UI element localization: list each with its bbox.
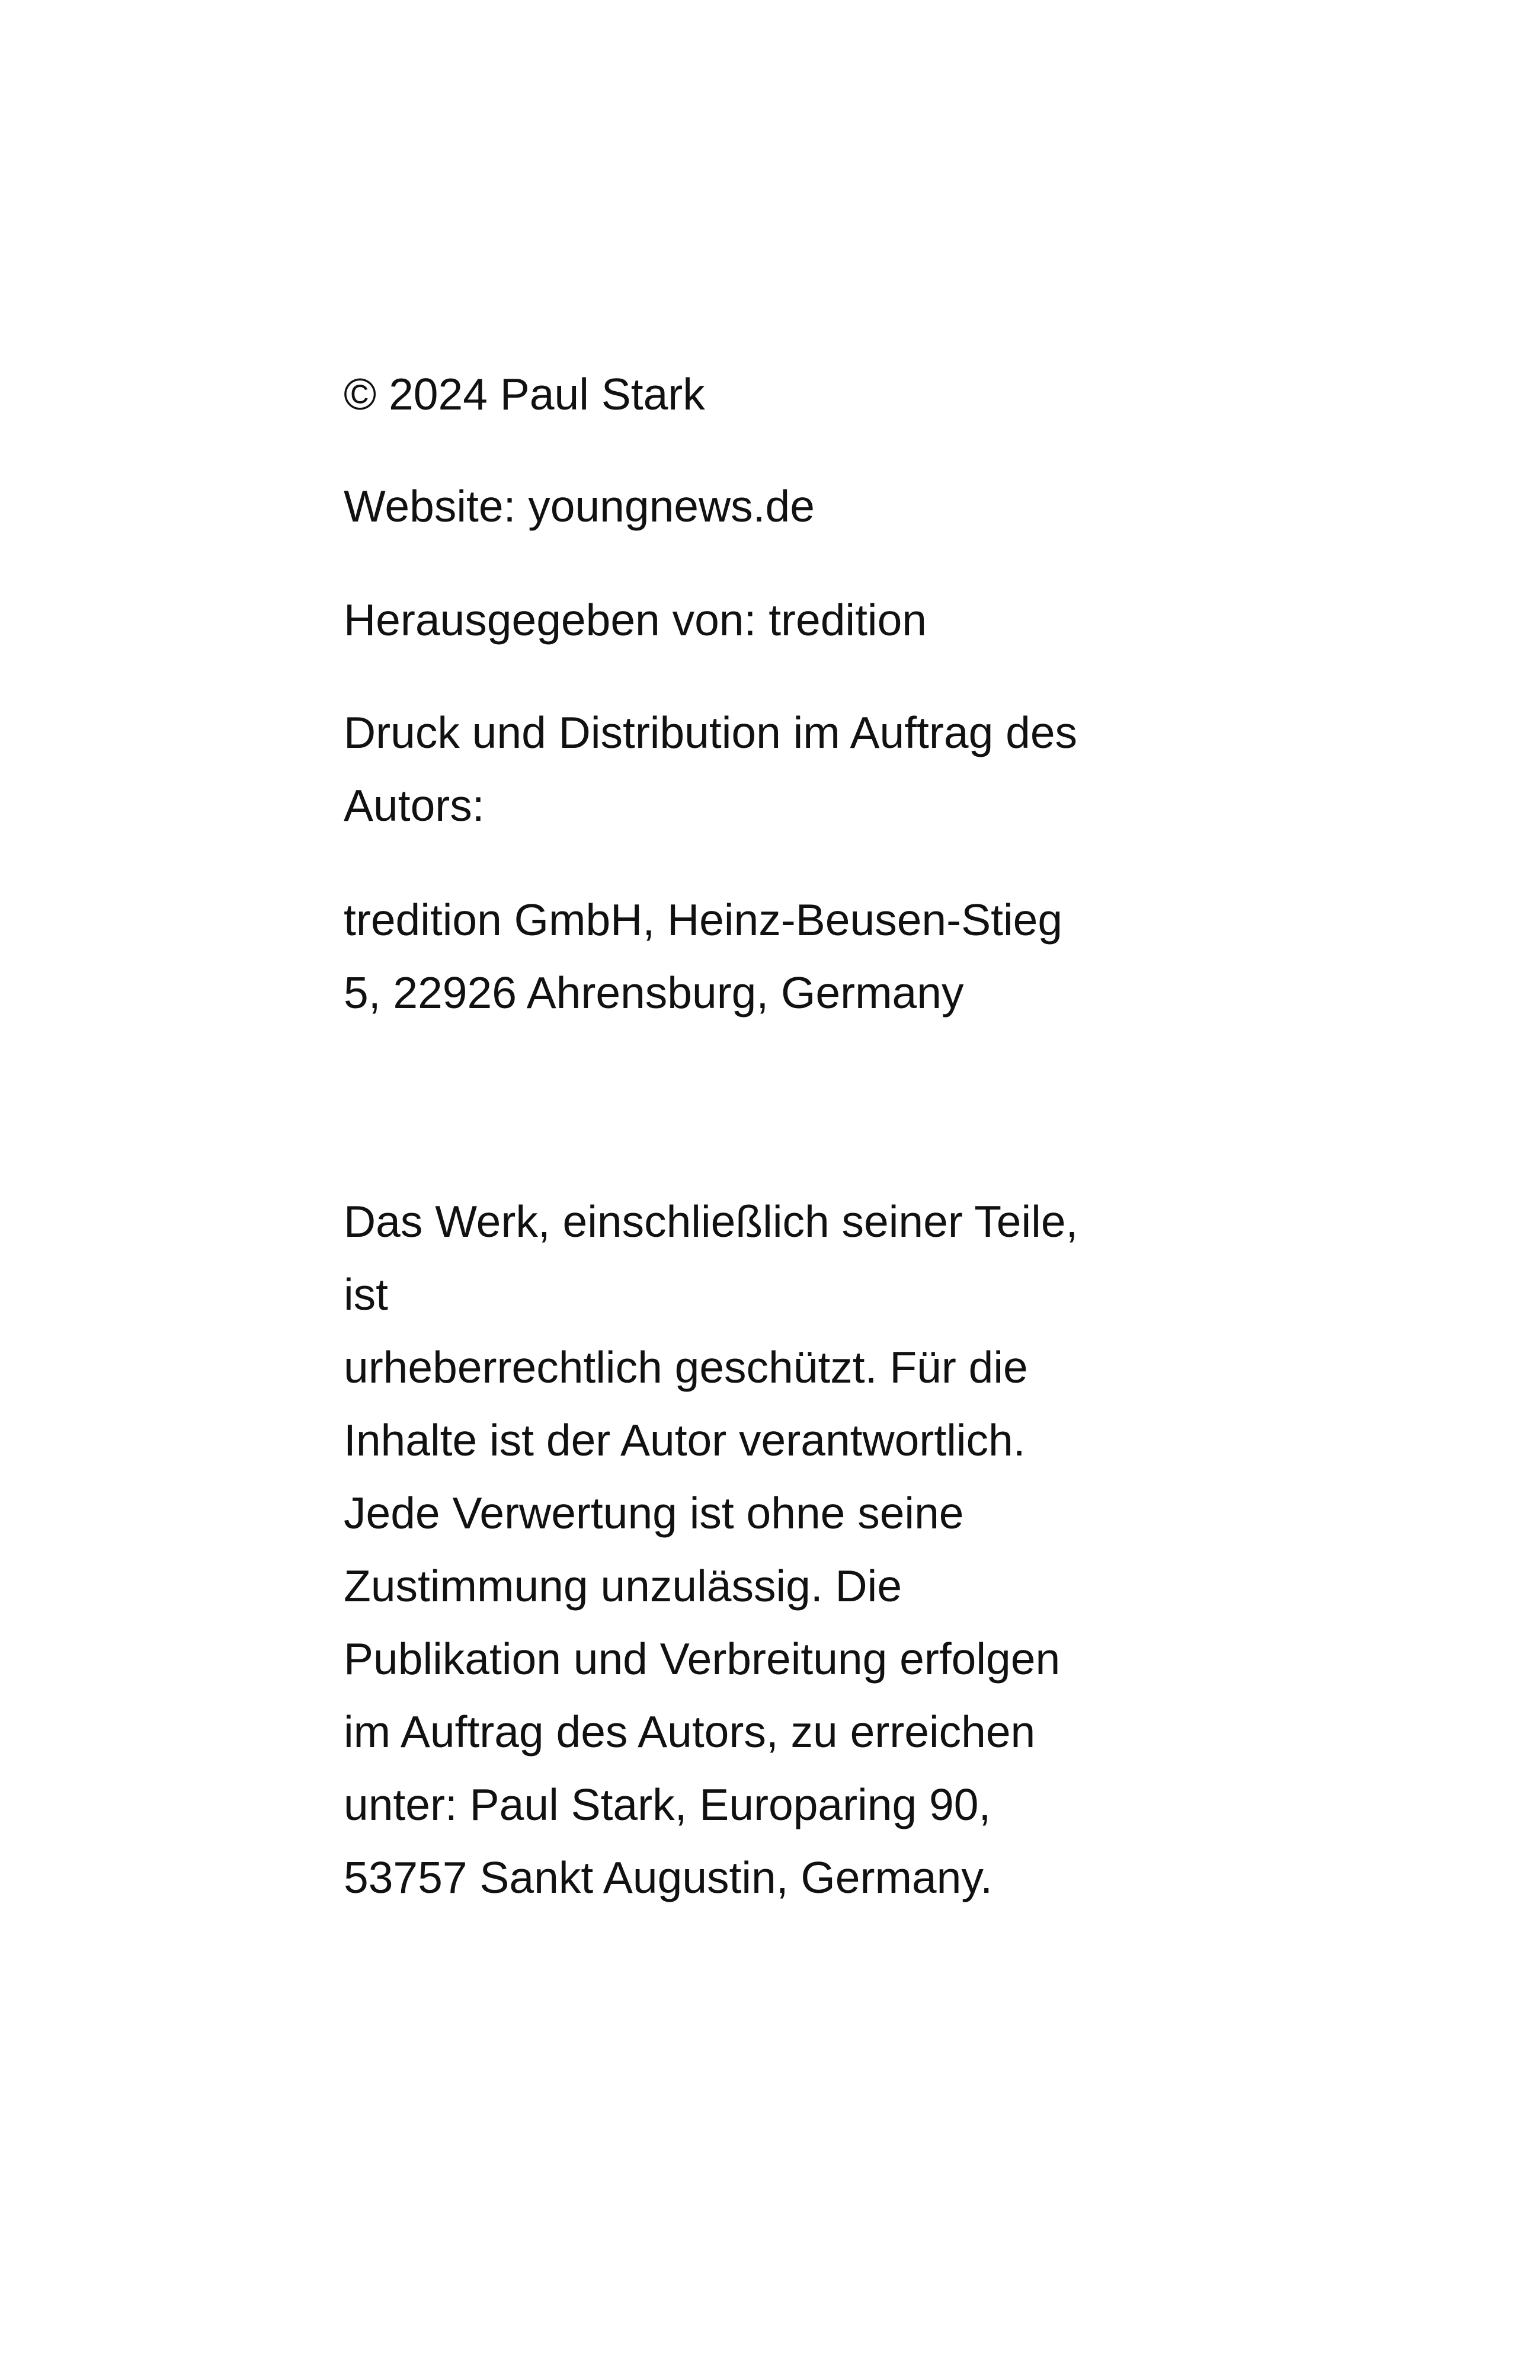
notice-line: Inhalte ist der Autor verantwortlich. (344, 1415, 1026, 1465)
notice-line: Publikation und Verbreitung erfolgen (344, 1634, 1061, 1684)
notice-line: Jede Verwertung ist ohne seine (344, 1488, 964, 1538)
address-line: tredition GmbH, Heinz-Beusen-Stieg (344, 895, 1063, 945)
distribution-block (344, 696, 1209, 842)
notice-line: ist (344, 1269, 388, 1319)
notice-line: urheberrechtlich geschützt. Für die (344, 1342, 1028, 1392)
distribution-line: Druck und Distribution im Auftrag des (344, 708, 1078, 757)
copyright-notice-block (344, 1185, 1209, 1914)
distribution-line: Autors: (344, 780, 485, 830)
website-text: Website: youngnews.de (344, 481, 815, 531)
notice-line: im Auftrag des Autors, zu erreichen (344, 1707, 1036, 1757)
website-line (344, 470, 1209, 543)
publisher-line (344, 584, 1209, 657)
address-line: 5, 22926 Ahrensburg, Germany (344, 968, 964, 1018)
copyright-line (344, 358, 1209, 431)
copyright-text: © 2024 Paul Stark (344, 369, 705, 419)
notice-line: 53757 Sankt Augustin, Germany. (344, 1853, 993, 1902)
notice-line: Das Werk, einschließlich seiner Teile, (344, 1197, 1078, 1246)
notice-line: unter: Paul Stark, Europaring 90, (344, 1780, 991, 1829)
notice-line: Zustimmung unzulässig. Die (344, 1561, 902, 1611)
address-block (344, 884, 1209, 1029)
publisher-text: Herausgegeben von: tredition (344, 595, 927, 645)
